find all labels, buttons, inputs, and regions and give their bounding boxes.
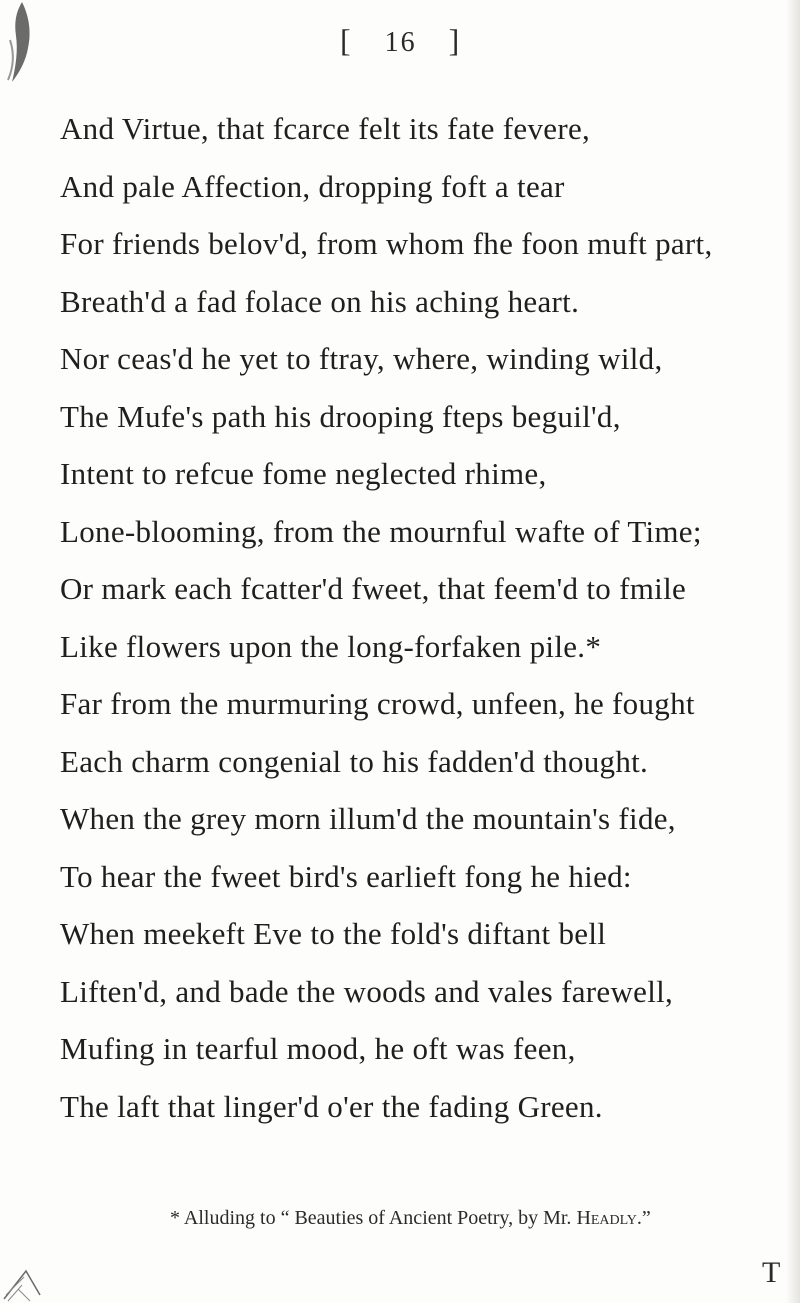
- poem-line: Liften'd, and bade the woods and vales farewell,: [60, 973, 674, 1009]
- pencil-scribble-mark: [0, 1255, 60, 1303]
- footnote-text: * Alluding to “ Beauties of Ancient Poetry, by Mr.: [170, 1207, 577, 1229]
- footnote: [170, 1207, 651, 1230]
- poem-line: Breath'd a fad folace on his aching heart.: [60, 283, 580, 319]
- poem-line: Or mark each fcatter'd fweet, that feem'd to fmile: [60, 571, 687, 606]
- footnote-end: .”: [636, 1207, 651, 1229]
- poem-line: Nor ceas'd he yet to ftray, where, winding wild,: [60, 341, 663, 376]
- header-open-bracket: [: [340, 22, 353, 58]
- poem-line: Intent to refcue fome neglected rhime,: [60, 456, 547, 491]
- poem-line: When the grey morn illum'd the mountain's fide,: [60, 801, 676, 836]
- poem-line: The laft that linger'd o'er the fading Green.: [60, 1088, 603, 1124]
- page-number: 16: [384, 27, 417, 58]
- poem-line: And pale Affection, dropping foft a tear: [60, 168, 565, 204]
- ink-stain-mark: [2, 0, 42, 90]
- page-header: [340, 22, 461, 59]
- poem-line: When meekeft Eve to the fold's diftant bell: [60, 916, 607, 951]
- poem-text: [60, 100, 790, 1135]
- poem-line: And Virtue, that fcarce felt its fate fevere,: [60, 111, 591, 146]
- poem-line: Far from the murmuring crowd, unfeen, he fought: [60, 686, 695, 721]
- poem-line: The Mufe's path his drooping fteps beguil'd,: [60, 398, 621, 434]
- footnote-author: Headly: [576, 1207, 637, 1229]
- header-close-bracket: ]: [448, 22, 462, 58]
- poem-line: To hear the fweet bird's earlieft fong he hied:: [60, 858, 632, 894]
- poem-line: Like flowers upon the long-forfaken pile.*: [60, 628, 602, 664]
- poem-line: For friends belov'd, from whom fhe foon muft part,: [60, 226, 713, 261]
- page-edge-shadow: [786, 0, 800, 1303]
- poem-line: Mufing in tearful mood, he oft was feen,: [60, 1031, 576, 1066]
- catchword: T: [762, 1256, 781, 1289]
- poem-line: Each charm congenial to his fadden'd thought.: [60, 743, 649, 779]
- poem-line: Lone-blooming, from the mournful wafte of Time;: [60, 513, 702, 549]
